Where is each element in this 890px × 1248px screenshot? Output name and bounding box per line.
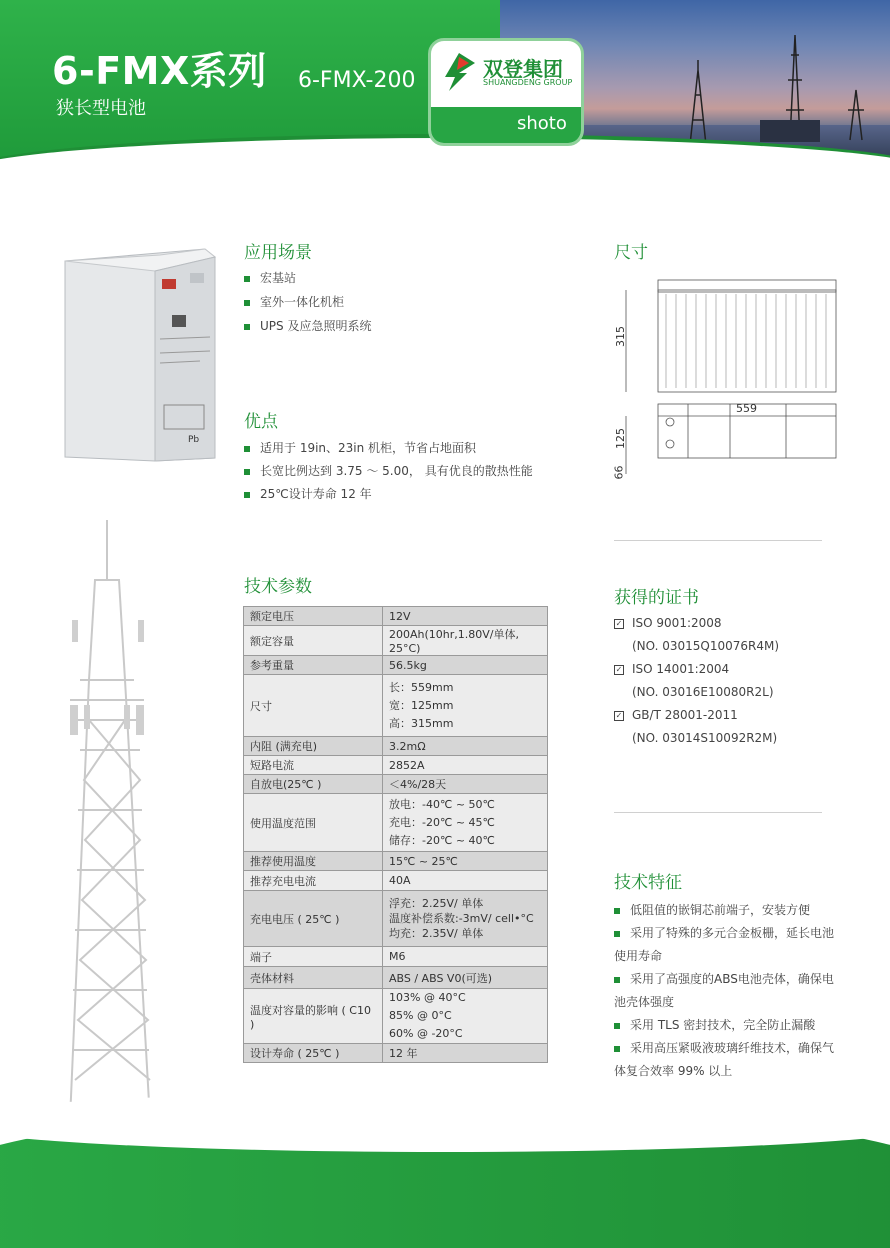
dimension-drawing	[606, 274, 846, 484]
certificates-heading: 获得的证书	[614, 588, 699, 608]
application-item: 室外一体化机柜	[244, 293, 344, 310]
feature-item: 低阻值的嵌铜芯前端子，安装方便	[614, 899, 844, 922]
applications-heading: 应用场景	[244, 243, 312, 263]
table-row: 推荐使用温度 15℃ ~ 25℃	[244, 852, 548, 871]
specs-heading: 技术参数	[244, 577, 312, 597]
dimension-terminal: 66	[612, 465, 626, 480]
table-row: 尺寸 长：559mm 宽：125mm 高：315mm	[244, 675, 548, 737]
checkbox-icon: ✓	[615, 664, 623, 674]
certificate-number: (NO. 03016E10080R2L)	[632, 685, 774, 699]
divider	[614, 812, 822, 813]
background-tower-illustration	[0, 520, 200, 1120]
table-row: 使用温度范围 放电：-40℃ ~ 50℃ 充电：-20℃ ~ 45℃ 储存：-20℃ ~ 40℃	[244, 794, 548, 852]
logo-chinese-name: 双登集团	[483, 57, 563, 81]
feature-item: 采用了高强度的ABS电池壳体，确保电池壳体强度	[614, 972, 834, 1009]
application-item: 宏基站	[244, 269, 296, 286]
checkbox-icon: ✓	[615, 618, 623, 628]
dimension-length: 559	[736, 402, 757, 415]
dimension-height: 315	[614, 326, 627, 347]
certificate-number: (NO. 03014S10092R2M)	[632, 731, 778, 745]
specs-table	[243, 606, 548, 1063]
application-item: UPS 及应急照明系统	[244, 317, 371, 334]
feature-item: 采用了特殊的多元合金板栅，延长电池使用寿命	[614, 926, 835, 963]
feature-item: 采用 TLS 密封技术，完全防止漏酸	[614, 1014, 844, 1037]
table-row: 壳体材料 ABS / ABS V0(可选)	[244, 967, 548, 989]
certificate-number: (NO. 03015Q10076R4M)	[632, 639, 780, 653]
certificate-name: ✓ GB/T 28001-2011	[615, 708, 738, 722]
advantage-item: 25℃设计寿命 12 年	[244, 485, 372, 502]
logo-brand: shoto	[517, 113, 567, 134]
certificate-name: ✓ ISO 14001:2004	[615, 662, 730, 676]
feature-item: 采用高压紧吸液玻璃纤维技术，确保气体复合效率 99% 以上	[614, 1041, 835, 1078]
table-row: 充电电压 ( 25℃ ) 浮充：2.25V/ 单体 温度补偿系数:-3mV/ cell•°C 均充：2.35V/ 单体	[244, 891, 548, 947]
table-row: 自放电(25℃ ) ＜4%/28天	[244, 775, 548, 794]
table-row: 内阻 (满充电) 3.2mΩ	[244, 737, 548, 756]
dimensions-heading: 尺寸	[614, 243, 648, 263]
certificate-name: ✓ ISO 9001:2008	[615, 616, 722, 630]
advantage-item: 长宽比例达到 3.75 ～ 5.00， 具有优良的散热性能	[244, 462, 533, 479]
header-banner	[0, 0, 890, 170]
advantages-heading: 优点	[244, 412, 278, 432]
battery-pb-label: Pb	[188, 435, 200, 445]
table-row: 推荐充电电流 40A	[244, 871, 548, 891]
table-row: 额定电压 12V	[244, 607, 548, 626]
table-row: 端子 M6	[244, 947, 548, 967]
table-row: 短路电流 2852A	[244, 756, 548, 775]
series-title: 6-FMX系列	[52, 49, 267, 93]
logo-english-name: SHUANGDENG GROUP	[483, 78, 573, 87]
footer-white-curve	[0, 1092, 890, 1152]
header-tower-silhouettes	[660, 20, 890, 150]
table-row: 设计寿命 ( 25℃ ) 12 年	[244, 1044, 548, 1063]
dimension-width: 125	[614, 428, 627, 449]
advantage-item: 适用于 19in、23in 机柜，节省占地面积	[244, 439, 476, 456]
battery-product-image	[60, 243, 220, 463]
table-row: 额定容量 200Ah(10hr,1.80V/单体, 25°C)	[244, 626, 548, 656]
table-row: 温度对容量的影响 ( C10 ) 103% @ 40°C 85% @ 0°C 60% @ -20°C	[244, 989, 548, 1044]
logo-mark-icon	[439, 51, 479, 93]
model-name: 6-FMX-200	[298, 68, 416, 93]
checkbox-icon: ✓	[615, 710, 623, 720]
company-logo	[428, 38, 584, 146]
series-subtitle: 狭长型电池	[56, 98, 146, 119]
divider	[614, 540, 822, 541]
table-row: 参考重量 56.5kg	[244, 656, 548, 675]
features-heading: 技术特征	[614, 873, 682, 893]
